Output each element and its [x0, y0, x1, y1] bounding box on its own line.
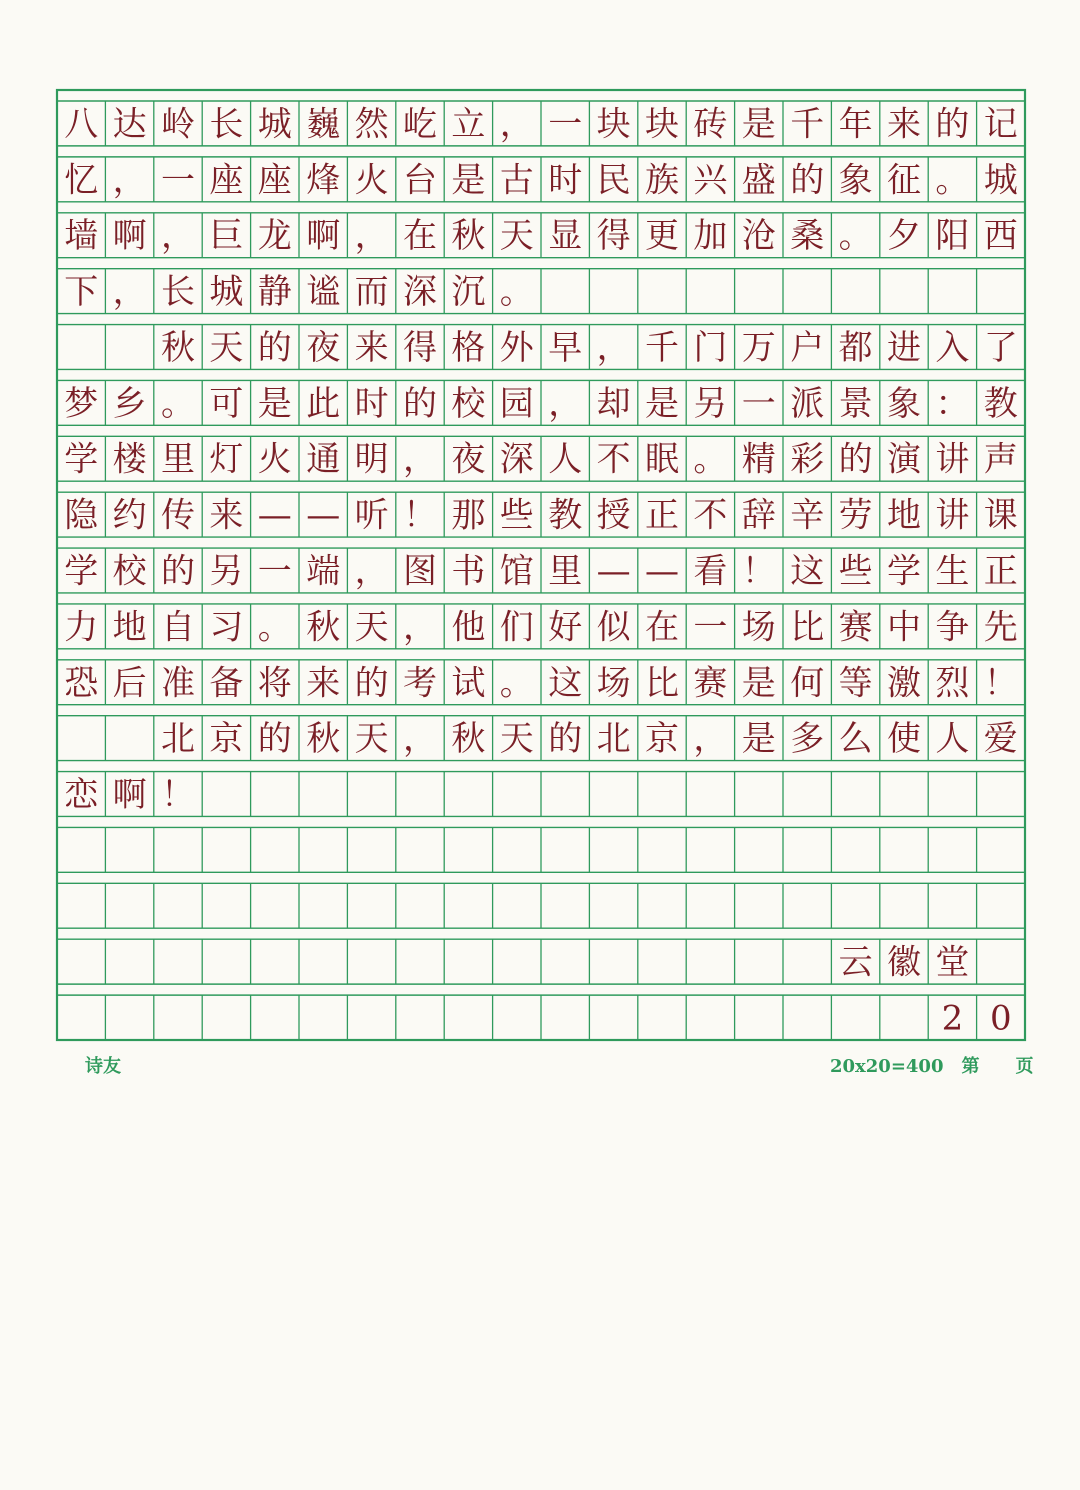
text-char: ，	[354, 551, 389, 592]
text-char: 学	[887, 551, 921, 592]
text-char: 夜	[451, 439, 486, 480]
text-char: 却	[596, 383, 631, 424]
text-char: 。	[161, 383, 195, 424]
footer-page-info	[830, 1052, 1033, 1078]
text-char: 的	[161, 551, 195, 592]
text-char: 秋	[451, 719, 486, 760]
text-char: 来	[306, 663, 341, 704]
text-char: 一	[741, 383, 776, 424]
text-char: —	[596, 551, 631, 592]
text-char: 激	[887, 663, 921, 704]
text-char: 墙	[64, 216, 99, 257]
text-char: 是	[257, 383, 292, 424]
text-char: 他	[451, 607, 486, 648]
text-char: 赛	[693, 663, 728, 704]
text-char: 的	[354, 663, 389, 704]
footer-brand: 诗友	[85, 1056, 121, 1077]
text-char: 。	[257, 607, 292, 648]
text-char: 争	[935, 607, 970, 648]
text-char: 自	[161, 607, 195, 648]
text-char: 派	[790, 383, 825, 424]
text-char: 课	[983, 495, 1018, 536]
text-char: 。	[935, 160, 970, 201]
text-char: 长	[161, 272, 195, 313]
text-char: 立	[451, 104, 486, 145]
text-char: 巨	[209, 216, 244, 257]
text-char: 加	[693, 216, 728, 257]
text-char: 京	[645, 719, 679, 760]
text-char: 是	[645, 383, 679, 424]
text-char: 堂	[935, 942, 970, 983]
text-char: 些	[499, 495, 534, 536]
text-char: 约	[112, 495, 147, 536]
text-char: 学	[64, 551, 99, 592]
text-char: 多	[790, 719, 825, 760]
text-char: 八	[64, 104, 99, 145]
text-char: 校	[451, 383, 486, 424]
text-char: 爱	[983, 719, 1018, 760]
text-char: 的	[838, 439, 873, 480]
text-char: 另	[693, 383, 728, 424]
text-char: 秋	[306, 607, 341, 648]
text-char: 门	[693, 327, 728, 368]
text-char: 座	[209, 160, 244, 201]
text-char: 年	[838, 104, 873, 145]
text-char: 夕	[887, 216, 921, 257]
text-char: 好	[548, 607, 583, 648]
text-char: 力	[64, 607, 99, 648]
text-char: 校	[112, 551, 147, 592]
text-char: 长	[209, 104, 244, 145]
text-char: 时	[354, 383, 389, 424]
text-char: 更	[645, 216, 679, 257]
text-char: 盛	[741, 160, 776, 201]
text-char: 准	[161, 663, 195, 704]
text-char: 学	[64, 439, 99, 480]
text-char: 来	[209, 495, 244, 536]
text-char: 习	[209, 607, 244, 648]
text-char: 然	[354, 104, 389, 145]
text-char: 秋	[306, 719, 341, 760]
text-char: 乡	[112, 383, 147, 424]
text-char: 岭	[161, 104, 195, 145]
text-char: 中	[887, 607, 921, 648]
text-char: 备	[209, 663, 244, 704]
text-char: 块	[645, 104, 679, 145]
text-char: 火	[257, 439, 292, 480]
text-char: 在	[645, 607, 679, 648]
text-char: 深	[403, 272, 437, 313]
text-char: 眠	[645, 439, 679, 480]
text-char: 座	[257, 160, 292, 201]
text-char: 火	[354, 160, 389, 201]
text-char: 劳	[838, 495, 873, 536]
text-char: 明	[354, 439, 389, 480]
text-char: 啊	[306, 216, 341, 257]
text-char: 西	[983, 216, 1018, 257]
text-char: 似	[596, 607, 631, 648]
text-char: 天	[499, 216, 534, 257]
text-char: 北	[596, 719, 631, 760]
text-char: 谧	[306, 272, 341, 313]
text-char: 天	[209, 327, 244, 368]
text-char: 。	[693, 439, 728, 480]
text-char: 场	[741, 607, 776, 648]
text-char: 千	[790, 104, 825, 145]
text-char: 屹	[403, 104, 437, 145]
text-char: 烈	[935, 663, 970, 704]
text-char: 桑	[790, 216, 825, 257]
text-char: 试	[451, 663, 486, 704]
text-char: 听	[354, 495, 389, 536]
text-char: 夜	[306, 327, 341, 368]
text-char: 象	[887, 383, 921, 424]
text-char: 北	[161, 719, 195, 760]
text-char: 里	[548, 551, 583, 592]
text-char: 书	[451, 551, 486, 592]
text-char: 图	[403, 551, 437, 592]
text-char: 而	[354, 272, 389, 313]
text-char: 静	[257, 272, 292, 313]
text-char: 显	[548, 216, 583, 257]
text-char: 入	[935, 327, 970, 368]
text-char: 秋	[161, 327, 195, 368]
text-char: 恋	[64, 775, 99, 816]
text-char: 征	[887, 160, 921, 201]
page-suffix: 页	[1015, 1056, 1034, 1077]
text-char: 演	[887, 439, 921, 480]
text-char: 另	[209, 551, 244, 592]
text-char: ！	[403, 495, 437, 536]
text-char: 族	[645, 160, 679, 201]
text-char: 天	[499, 719, 534, 760]
text-char: 端	[306, 551, 341, 592]
text-char: 来	[354, 327, 389, 368]
text-char: 们	[499, 607, 534, 648]
text-char: 天	[354, 719, 389, 760]
text-char: 比	[790, 607, 825, 648]
text-char: ，	[403, 439, 437, 480]
text-char: 通	[306, 439, 341, 480]
text-char: 深	[499, 439, 534, 480]
text-char: 进	[887, 327, 921, 368]
text-char: 达	[112, 104, 147, 145]
text-char: ！	[161, 775, 195, 816]
text-char: 先	[983, 607, 1018, 648]
text-char: 云	[838, 942, 873, 983]
grid-spec: 20x20=400	[830, 1056, 944, 1077]
text-char: 么	[838, 719, 873, 760]
text-char: —	[257, 495, 292, 536]
text-char: 辛	[790, 495, 825, 536]
text-char: 外	[499, 327, 534, 368]
text-char: ，	[112, 160, 147, 201]
text-char: 的	[548, 719, 583, 760]
text-char: 的	[403, 383, 437, 424]
text-char: 是	[741, 663, 776, 704]
text-char: 赛	[838, 607, 873, 648]
text-char: 啊	[112, 216, 147, 257]
text-char: 后	[112, 663, 147, 704]
text-char: 台	[403, 160, 437, 201]
text-char: 园	[499, 383, 534, 424]
text-char: 是	[451, 160, 486, 201]
text-char: 考	[403, 663, 437, 704]
text-char: ，	[403, 607, 437, 648]
text-char: 精	[741, 439, 776, 480]
text-char: 古	[499, 160, 534, 201]
text-char: ，	[548, 383, 583, 424]
text-char: 千	[645, 327, 679, 368]
text-char: 彩	[790, 439, 825, 480]
text-char: 徽	[887, 942, 921, 983]
text-char: 忆	[64, 160, 99, 201]
text-char: 可	[209, 383, 244, 424]
text-char: ，	[596, 327, 631, 368]
text-char: 巍	[306, 104, 341, 145]
text-char: 啊	[112, 775, 147, 816]
text-char: 的	[935, 104, 970, 145]
text-char: 等	[838, 663, 873, 704]
text-char: 里	[161, 439, 195, 480]
text-char: 烽	[306, 160, 341, 201]
text-char: 时	[548, 160, 583, 201]
text-char: 沉	[451, 272, 486, 313]
text-char: 天	[354, 607, 389, 648]
text-char: 恐	[64, 663, 99, 704]
text-char: 龙	[257, 216, 292, 257]
text-char: 声	[983, 439, 1018, 480]
text-char: 的	[257, 719, 292, 760]
text-char: 讲	[935, 495, 970, 536]
text-char: —	[306, 495, 341, 536]
text-char: 馆	[499, 551, 534, 592]
text-char: 一	[257, 551, 292, 592]
page-label: 第	[961, 1056, 980, 1077]
text-char: 人	[548, 439, 583, 480]
text-char: 一	[548, 104, 583, 145]
text-char: 是	[741, 104, 776, 145]
grid-lines	[57, 90, 1025, 1040]
text-char: 此	[306, 383, 341, 424]
text-char: ：	[935, 383, 970, 424]
text-char: 都	[838, 327, 873, 368]
text-char: 教	[548, 495, 583, 536]
text-char: 阳	[935, 216, 970, 257]
text-char: 一	[161, 160, 195, 201]
text-char: 教	[983, 383, 1018, 424]
text-char: 灯	[209, 439, 244, 480]
text-char: 民	[596, 160, 631, 201]
text-char: 将	[257, 663, 292, 704]
text-char: 得	[403, 327, 437, 368]
text-char: 。	[838, 216, 873, 257]
text-char: 些	[838, 551, 873, 592]
text-char: 城	[983, 160, 1018, 201]
text-char: 沧	[741, 216, 776, 257]
text-char: 这	[790, 551, 825, 592]
text-char: 这	[548, 663, 583, 704]
text-char: 一	[693, 607, 728, 648]
text-char: 2	[941, 998, 964, 1039]
text-char: 讲	[935, 439, 970, 480]
text-char: 看	[693, 551, 728, 592]
text-char: 象	[838, 160, 873, 201]
text-char: 是	[741, 719, 776, 760]
text-char: 场	[596, 663, 631, 704]
text-char: 的	[790, 160, 825, 201]
text-char: ！	[983, 663, 1018, 704]
text-char: 那	[451, 495, 486, 536]
text-char: 万	[741, 327, 776, 368]
text-char: 得	[596, 216, 631, 257]
text-char: 块	[596, 104, 631, 145]
text-char: 正	[983, 551, 1018, 592]
text-char: 下	[64, 272, 99, 313]
text-char: 0	[989, 998, 1012, 1039]
text-char: ，	[693, 719, 728, 760]
text-char: 楼	[112, 439, 147, 480]
text-char: 。	[499, 272, 534, 313]
text-char: 地	[112, 607, 147, 648]
text-char: 兴	[693, 160, 728, 201]
text-char: ，	[161, 216, 195, 257]
text-char: ！	[741, 551, 776, 592]
text-char: 地	[887, 495, 921, 536]
text-char: 。	[499, 663, 534, 704]
text-char: 城	[209, 272, 244, 313]
text-char: 梦	[64, 383, 99, 424]
text-char: ，	[499, 104, 534, 145]
text-char: 京	[209, 719, 244, 760]
text-char: 传	[161, 495, 195, 536]
text-char: 人	[935, 719, 970, 760]
text-char: 隐	[64, 495, 99, 536]
text-char: ，	[354, 216, 389, 257]
text-char: 记	[983, 104, 1018, 145]
text-char: 秋	[451, 216, 486, 257]
text-char: ，	[403, 719, 437, 760]
text-char: 早	[548, 327, 583, 368]
text-char: 来	[887, 104, 921, 145]
text-char: 户	[790, 327, 825, 368]
text-char: ，	[112, 272, 147, 313]
text-char: 授	[596, 495, 631, 536]
text-char: 景	[838, 383, 873, 424]
text-char: 了	[983, 327, 1018, 368]
text-char: 砖	[693, 104, 728, 145]
text-char: —	[645, 551, 679, 592]
text-char: 正	[645, 495, 679, 536]
text-char: 生	[935, 551, 970, 592]
text-char: 格	[451, 327, 486, 368]
text-char: 何	[790, 663, 825, 704]
text-char: 使	[887, 719, 921, 760]
text-char: 辞	[741, 495, 776, 536]
text-char: 不	[596, 439, 631, 480]
text-char: 不	[693, 495, 728, 536]
text-char: 城	[257, 104, 292, 145]
text-char: 在	[403, 216, 437, 257]
text-char: 的	[257, 327, 292, 368]
text-char: 比	[645, 663, 679, 704]
